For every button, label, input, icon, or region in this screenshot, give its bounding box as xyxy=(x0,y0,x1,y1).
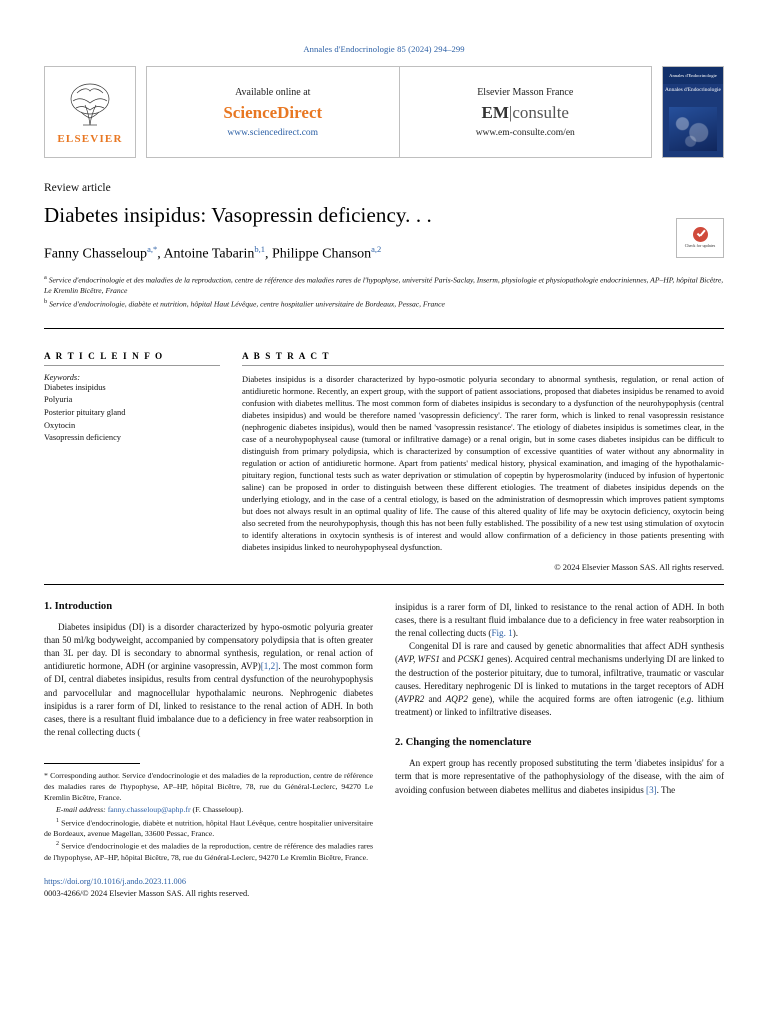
abstract-column xyxy=(242,351,724,572)
affiliation-a: $^a$ Service d'endocrinologie et des maladies de la reproduction, centre de référence des maladies rares de l'hypophyse, université Paris-Saclay, Inserm, physiologie et physiopathologie endocriniennes, AP–HP, hôpital Bicêtre, Le Kremlin Bicêtre, France xyxy=(44,273,724,296)
email-label: E-mail address: xyxy=(56,805,106,815)
elsevier-wordmark: ELSEVIER xyxy=(57,133,123,145)
emconsulte-rest: consulte xyxy=(512,102,569,122)
issn-copyright: 0003-4266/© 2024 Elsevier Masson SAS. All rights reserved. xyxy=(44,888,250,898)
abstract-copyright: © 2024 Elsevier Masson SAS. All rights reserved. xyxy=(554,561,724,572)
intro-p2-a: Congenital DI is rare and caused by genetic abnormalities that affect ADH synthesis ( xyxy=(395,641,724,665)
email-link[interactable]: fanny.chasseloup@aphp.fr xyxy=(107,805,191,815)
article-info-heading: A R T I C L E I N F O xyxy=(44,350,164,361)
body-columns xyxy=(44,601,724,898)
figure-1-link[interactable]: Fig. 1 xyxy=(491,628,513,639)
divider-top xyxy=(44,328,724,329)
running-head: Annales d'Endocrinologie 85 (2024) 294–299 xyxy=(303,44,465,54)
article-info-rule xyxy=(44,365,220,366)
keyword-item: Posterior pituitary gland xyxy=(44,407,126,417)
author-list: Fanny Chasseloup$^{a,*}$, Antoine Tabarin$^{b,1}$, Philippe Chanson$^{a,2}$ xyxy=(44,244,382,262)
nomen-p1-a: An expert group has recently proposed substituting the term 'diabetes insipidus' for a term that is more representative of the pathophysiology of the disease, with the aim of avoiding confusion between diabetes mellitus and diabetes insipidus xyxy=(395,758,724,795)
banner-middle xyxy=(146,66,652,158)
intro-p1-part-b: . The most common form of DI, central diabetes insipidus, results from central dysfunction of the neurohypophysis and parvocellular and magnocellular hypothalamic neurons. Nephrogenic diabetes insipidus is a rarer form of DI, linked to resistance to the renal action of ADH. In both cases, there is a resultant fluid imbalance due to a deficiency in free water reabsorption in the renal collecting ducts ( xyxy=(44,661,373,738)
section-heading-nomenclature: 2. Changing the nomenclature xyxy=(395,737,532,749)
gene-aqp2: AQP2 xyxy=(445,693,468,704)
intro-p1-part-d: ). xyxy=(512,628,519,639)
sciencedirect-url[interactable]: www.sciencedirect.com xyxy=(227,127,319,138)
available-online-label: Available online at xyxy=(235,86,311,98)
gene-pcsk1: PCSK1 xyxy=(457,654,485,665)
intro-p2-b: and xyxy=(439,654,458,665)
crossmark-badge[interactable] xyxy=(676,218,724,258)
intro-paragraph-1-cont xyxy=(395,601,724,641)
keyword-item: Oxytocin xyxy=(44,420,76,430)
journal-banner xyxy=(44,66,724,158)
article-info-column xyxy=(44,351,220,572)
footnotes-block xyxy=(44,757,373,863)
masson-label: Elsevier Masson France xyxy=(477,86,574,98)
footnote-1-text: Service d'endocrinologie, diabète et nutrition, hôpital Haut Lévêque, centre hospitalier universitaire de Bordeaux, avenue Magellan, 33600 Pessac, France. xyxy=(44,818,373,839)
keyword-item: Vasopressin deficiency xyxy=(44,433,121,443)
sciencedirect-block xyxy=(147,67,399,157)
footnote-email xyxy=(44,804,373,815)
emconsulte-url[interactable]: www.em-consulte.com/en xyxy=(475,127,575,138)
eg-italic: e.g. xyxy=(680,693,694,704)
footnote-rule xyxy=(44,763,140,764)
abstract-text: Diabetes insipidus is a disorder characterized by hypo-osmotic polyuria secondary to abnormal synthesis, regulation, or renal action of antidiuretic hormone. Recently, an expert group, with the support of patient associations, proposed that diabetes insipidus be renamed to avoid confusion with diabetes mellitus. The most common form of diabetes insipidus is secondary to a dysfunction of the neurohypophysis (central diabetes insipidus) and would be therefore named 'vasopressin deficiency'. The rarer form, which is linked to renal vasopressin resistance (nephrogenic diabetes insipidus), would then be named 'vasopressin resistance'. The etiology of diabetes insipidus is sometimes clear, in the case of a neurohypophyseal cause (tumoral or infiltrative damage) or a renal origin, but in some cases diabetes insipidus can be difficult to distinguish from primary polydipsia, which is characterized by consumption of excessive quantities of water without any abnormality in regulation or action of antidiuretic hormone. Apart from patients' medical history, physical examination, and imaging of the hypothalamic-pituitary region, functional tests such as water deprivation or stimulation of copeptin by hyperosmolarity (induced by infusion of hypertonic saline) can be proposed in order to distinguish between these different etiologies. The treatment of diabetes insipidus depends on the underlying etiology, and in the case of a central etiology, is based on the administration of desmopressin which improves patient symptoms but does not always result in an optimal quality of life. The cause of this altered quality of life may be oxytocin deficiency, oxytocin being also secreted from the neurohypophysis, though this has not been fully established. The possibility of a new test using stimulation of oxytocin to identify alterations in oxytocin synthesis is of interest and would allow confirmation of a deficiency in those patients presenting with diabetes insipidus linked to neurohypophyseal dysfunction. xyxy=(242,373,724,552)
emconsulte-block xyxy=(400,67,652,157)
abstract-rule xyxy=(242,365,724,366)
sciencedirect-wordmark: ScienceDirect xyxy=(223,102,323,122)
doi-link[interactable]: https://doi.org/10.1016/j.ando.2023.11.006 xyxy=(44,876,186,886)
footnote-corresponding: * Corresponding author. Service d'endocrinologie et des maladies de la reproduction, centre de référence des maladies rares de l'hypophyse, AP–HP, hôpital Bicêtre, 78, rue du Général-Leclerc, 94270 Le Kremlin Bicêtre, France. xyxy=(44,771,373,803)
page-title: Diabetes insipidus: Vasopressin deficiency. . . xyxy=(44,203,432,227)
intro-p2-d: and xyxy=(424,693,446,704)
emconsulte-logo: EM|consulte xyxy=(481,102,569,122)
body-column-left xyxy=(44,601,373,898)
gene-avp-wfs1: AVP, WFS1 xyxy=(398,654,440,665)
intro-p2-f: lithium treatment) or linked to infiltrative diseases. xyxy=(395,693,724,718)
gene-avpr2: AVPR2 xyxy=(398,693,425,704)
elsevier-tree-icon xyxy=(63,79,117,131)
intro-p1-part-c: insipidus is a rarer form of DI, linked to resistance to the renal action of ADH. In both cases, there is a resultant fluid imbalance due to a deficiency in free water reabsorption in the renal collecting ducts ( xyxy=(395,601,724,639)
abstract-heading: A B S T R A C T xyxy=(242,350,331,361)
footnote-2-text: Service d'endocrinologie et des maladies de la reproduction, centre de référence des maladies rares de l'hypophyse, AP–HP, hôpital Bicêtre, 78, rue du Général-Leclerc, 94270 Le Kremlin Bicêtre, France. xyxy=(44,841,373,862)
affiliation-b: $^b$ Service d'endocrinologie, diabète et nutrition, hôpital Haut Lévêque, centre hospitalier universitaire de Bordeaux, Pessac, France xyxy=(44,298,445,309)
article-category: Review article xyxy=(44,182,111,194)
emconsulte-em: EM xyxy=(481,102,509,122)
intro-p1-part-a: Diabetes insipidus (DI) is a disorder characterized by hypo-osmotic polyuria greater than 50 ml/kg bodyweight, accompanied by compensatory polydipsia that is often greater than 3L per day. DI is secondary to abnormal synthesis, regulation, or renal action of antidiuretic hormone, ADH (or arginine vasopressin, AVP) xyxy=(44,621,373,672)
section-heading-introduction: 1. Introduction xyxy=(44,600,113,612)
keywords-label: Keywords: xyxy=(44,372,80,382)
cover-title-label: Annales d'Endocrinologie xyxy=(665,87,721,93)
citation-1-2[interactable]: [1,2] xyxy=(260,661,279,672)
footnote-corresponding-text: Corresponding author. Service d'endocrinologie et des maladies de la reproduction, centre de référence des maladies rares de l'hypophyse, AP–HP, hôpital Bicêtre, 78, rue du Général-Leclerc, 94270 Le Kremlin Bicêtre, France. xyxy=(44,771,373,803)
nomen-p1-b: . The xyxy=(656,784,676,795)
footnote-1: $^1$ Service d'endocrinologie, diabète et nutrition, hôpital Haut Lévêque, centre hospitalier universitaire de Bordeaux, avenue Magellan, 33600 Pessac, France. xyxy=(44,817,373,839)
keyword-item: Diabetes insipidus xyxy=(44,382,106,392)
body-column-right xyxy=(395,601,724,898)
crossmark-icon xyxy=(693,227,708,242)
intro-paragraph-1 xyxy=(44,621,373,740)
footnote-2: $^2$ Service d'endocrinologie et des maladies de la reproduction, centre de référence des maladies rares de l'hypophyse, AP–HP, hôpital Bicêtre, 78, rue du Général-Leclerc, 94270 Le Kremlin Bicêtre, France. xyxy=(44,841,373,862)
divider-bottom xyxy=(44,584,724,585)
cover-artwork xyxy=(669,107,717,151)
keyword-item: Polyuria xyxy=(44,395,73,405)
info-abstract-region xyxy=(44,351,724,572)
affiliation-b-text: Service d'endocrinologie, diabète et nutrition, hôpital Haut Lévêque, centre hospitalier universitaire de Bordeaux, Pessac, France xyxy=(49,299,445,309)
crossmark-label: Check for updates xyxy=(684,243,716,249)
intro-p2-e: gene), while the acquired forms are often iatrogenic ( xyxy=(467,693,681,704)
elsevier-logo xyxy=(44,66,136,158)
cover-publisher-label: Annales d'Endocrinologie xyxy=(663,67,723,84)
intro-p2-c: genes). Acquired central mechanisms underlying DI are linked to the destruction of the posterior pituitary, due to tumoral, infiltrative, traumatic or vascular causes. Hereditary nephrogenic DI is linked to mutations in the target receptors of ADH ( xyxy=(395,654,725,704)
journal-cover-thumbnail xyxy=(662,66,724,158)
citation-3[interactable]: [3] xyxy=(646,784,657,795)
affiliation-a-text: Service d'endocrinologie et des maladies de la reproduction, centre de référence des maladies rares de l'hypophyse, université Paris-Saclay, Inserm, physiologie et physiopathologie endocriniennes, AP–HP, hôpital Bicêtre, Le Kremlin Bicêtre, France xyxy=(44,275,724,296)
email-suffix: (F. Chasseloup). xyxy=(192,805,244,815)
nomenclature-paragraph-1 xyxy=(395,757,724,797)
intro-paragraph-2 xyxy=(395,640,724,719)
